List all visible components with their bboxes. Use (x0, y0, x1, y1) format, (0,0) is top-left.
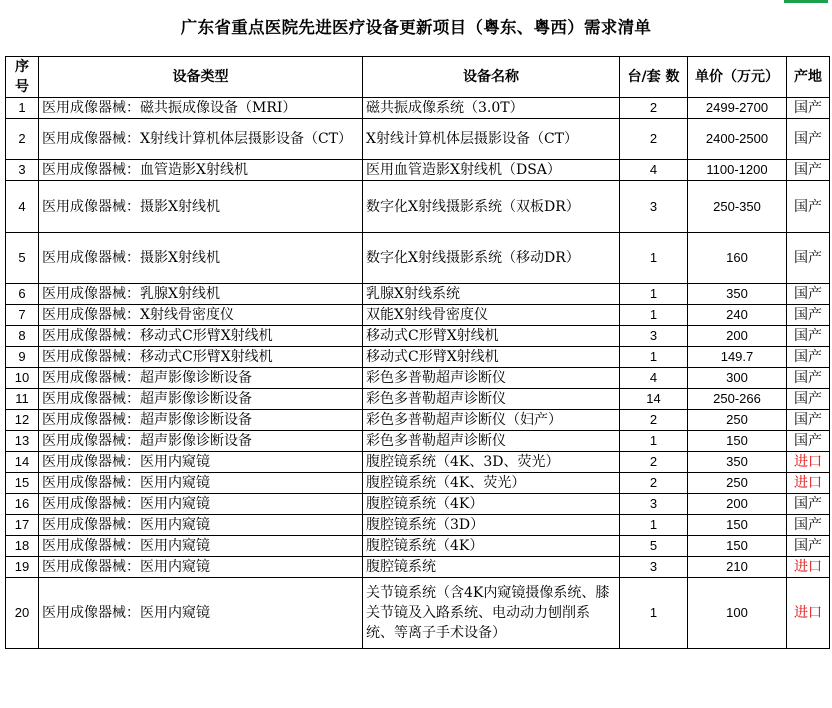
row-type: 医用成像器械：摄影X射线机 (39, 233, 363, 284)
row-no: 12 (6, 410, 39, 431)
equipment-table (5, 56, 830, 649)
row-price: 250 (688, 410, 787, 431)
row-name: 腹腔镜系统 (363, 557, 620, 578)
header-origin: 产地 (787, 57, 830, 98)
row-price: 300 (688, 368, 787, 389)
row-price: 240 (688, 305, 787, 326)
table-body (6, 98, 830, 649)
row-name: 移动式C形臂X射线机 (363, 347, 620, 368)
row-no: 10 (6, 368, 39, 389)
row-origin: 进口 (787, 578, 830, 649)
row-no: 11 (6, 389, 39, 410)
row-name: 彩色多普勒超声诊断仪 (363, 389, 620, 410)
row-type: 医用成像器械：超声影像诊断设备 (39, 389, 363, 410)
row-type: 医用成像器械：医用内窥镜 (39, 536, 363, 557)
row-price: 1100-1200 (688, 160, 787, 181)
row-price: 210 (688, 557, 787, 578)
header-no: 序号 (6, 57, 39, 98)
table-row (6, 326, 830, 347)
row-type: 医用成像器械：X射线骨密度仪 (39, 305, 363, 326)
row-no: 7 (6, 305, 39, 326)
row-no: 9 (6, 347, 39, 368)
row-price: 350 (688, 452, 787, 473)
row-qty: 2 (620, 119, 688, 160)
table-row (6, 410, 830, 431)
row-name: 乳腺X射线系统 (363, 284, 620, 305)
row-price: 250-350 (688, 181, 787, 233)
row-origin: 国产 (787, 494, 830, 515)
row-price: 350 (688, 284, 787, 305)
row-origin: 国产 (787, 431, 830, 452)
header-price: 单价（万元） (688, 57, 787, 98)
header-name: 设备名称 (363, 57, 620, 98)
row-type: 医用成像器械：医用内窥镜 (39, 557, 363, 578)
row-no: 13 (6, 431, 39, 452)
row-qty: 3 (620, 326, 688, 347)
row-type: 医用成像器械：超声影像诊断设备 (39, 431, 363, 452)
table-row (6, 536, 830, 557)
row-qty: 5 (620, 536, 688, 557)
row-type: 医用成像器械：医用内窥镜 (39, 473, 363, 494)
header-type: 设备类型 (39, 57, 363, 98)
row-origin: 国产 (787, 284, 830, 305)
row-no: 14 (6, 452, 39, 473)
row-name: 彩色多普勒超声诊断仪 (363, 431, 620, 452)
row-origin: 国产 (787, 98, 830, 119)
row-price: 2400-2500 (688, 119, 787, 160)
row-type: 医用成像器械：医用内窥镜 (39, 494, 363, 515)
row-name: 移动式C形臂X射线机 (363, 326, 620, 347)
row-no: 16 (6, 494, 39, 515)
row-origin: 进口 (787, 473, 830, 494)
row-type: 医用成像器械：摄影X射线机 (39, 181, 363, 233)
row-origin: 国产 (787, 515, 830, 536)
row-qty: 1 (620, 578, 688, 649)
row-price: 150 (688, 536, 787, 557)
row-name: 腹腔镜系统（4K） (363, 536, 620, 557)
row-no: 15 (6, 473, 39, 494)
row-no: 3 (6, 160, 39, 181)
row-name: 数字化X射线摄影系统（双板DR） (363, 181, 620, 233)
row-origin: 进口 (787, 557, 830, 578)
table-row (6, 368, 830, 389)
row-qty: 1 (620, 305, 688, 326)
row-qty: 4 (620, 368, 688, 389)
row-price: 100 (688, 578, 787, 649)
row-price: 160 (688, 233, 787, 284)
row-name: 彩色多普勒超声诊断仪（妇产） (363, 410, 620, 431)
row-origin: 国产 (787, 389, 830, 410)
row-qty: 14 (620, 389, 688, 410)
header-qty: 台/套 数 (620, 57, 688, 98)
row-qty: 2 (620, 410, 688, 431)
row-name: X射线计算机体层摄影设备（CT） (363, 119, 620, 160)
row-name: 彩色多普勒超声诊断仪 (363, 368, 620, 389)
document-title: 广东省重点医院先进医疗设备更新项目（粤东、粤西）需求清单 (180, 18, 652, 37)
row-no: 5 (6, 233, 39, 284)
table-row (6, 389, 830, 410)
row-type: 医用成像器械：超声影像诊断设备 (39, 410, 363, 431)
row-type: 医用成像器械：医用内窥镜 (39, 578, 363, 649)
row-qty: 1 (620, 284, 688, 305)
row-qty: 1 (620, 515, 688, 536)
table-row (6, 557, 830, 578)
row-price: 250 (688, 473, 787, 494)
row-name: 数字化X射线摄影系统（移动DR） (363, 233, 620, 284)
row-qty: 3 (620, 494, 688, 515)
row-no: 2 (6, 119, 39, 160)
table-row (6, 160, 830, 181)
row-origin: 国产 (787, 347, 830, 368)
row-type: 医用成像器械：乳腺X射线机 (39, 284, 363, 305)
table-row (6, 233, 830, 284)
row-price: 150 (688, 515, 787, 536)
row-type: 医用成像器械：医用内窥镜 (39, 515, 363, 536)
row-qty: 1 (620, 233, 688, 284)
row-name: 磁共振成像系统（3.0T） (363, 98, 620, 119)
row-name: 关节镜系统（含4K内窥镜摄像系统、膝关节镜及入路系统、电动动力刨削系统、等离子手术设备） (363, 578, 620, 649)
table-row (6, 515, 830, 536)
row-type: 医用成像器械：磁共振成像设备（MRI） (39, 98, 363, 119)
row-no: 4 (6, 181, 39, 233)
row-origin: 国产 (787, 305, 830, 326)
table-row (6, 181, 830, 233)
row-price: 149.7 (688, 347, 787, 368)
row-no: 8 (6, 326, 39, 347)
row-price: 250-266 (688, 389, 787, 410)
row-no: 18 (6, 536, 39, 557)
row-name: 腹腔镜系统（4K） (363, 494, 620, 515)
row-qty: 4 (620, 160, 688, 181)
row-type: 医用成像器械：X射线计算机体层摄影设备（CT） (39, 119, 363, 160)
row-origin: 国产 (787, 233, 830, 284)
row-origin: 国产 (787, 410, 830, 431)
row-type: 医用成像器械：移动式C形臂X射线机 (39, 326, 363, 347)
table-row (6, 473, 830, 494)
row-qty: 3 (620, 557, 688, 578)
table-row (6, 284, 830, 305)
row-origin: 进口 (787, 452, 830, 473)
row-price: 200 (688, 326, 787, 347)
row-type: 医用成像器械：移动式C形臂X射线机 (39, 347, 363, 368)
row-no: 20 (6, 578, 39, 649)
row-qty: 2 (620, 473, 688, 494)
row-price: 2499-2700 (688, 98, 787, 119)
row-name: 腹腔镜系统（4K、荧光） (363, 473, 620, 494)
row-qty: 2 (620, 452, 688, 473)
row-qty: 3 (620, 181, 688, 233)
row-origin: 国产 (787, 160, 830, 181)
table-row (6, 578, 830, 649)
table-row (6, 431, 830, 452)
row-price: 200 (688, 494, 787, 515)
row-qty: 1 (620, 347, 688, 368)
row-name: 医用血管造影X射线机（DSA） (363, 160, 620, 181)
row-no: 6 (6, 284, 39, 305)
row-type: 医用成像器械：超声影像诊断设备 (39, 368, 363, 389)
row-name: 腹腔镜系统（4K、3D、荧光） (363, 452, 620, 473)
table-row (6, 98, 830, 119)
table-row (6, 494, 830, 515)
row-qty: 1 (620, 431, 688, 452)
row-price: 150 (688, 431, 787, 452)
row-origin: 国产 (787, 368, 830, 389)
table-header-row (6, 57, 830, 98)
row-type: 医用成像器械：医用内窥镜 (39, 452, 363, 473)
row-origin: 国产 (787, 119, 830, 160)
row-name: 双能X射线骨密度仪 (363, 305, 620, 326)
table-row (6, 119, 830, 160)
row-no: 19 (6, 557, 39, 578)
row-name: 腹腔镜系统（3D） (363, 515, 620, 536)
row-origin: 国产 (787, 326, 830, 347)
row-type: 医用成像器械：血管造影X射线机 (39, 160, 363, 181)
row-no: 1 (6, 98, 39, 119)
row-qty: 2 (620, 98, 688, 119)
table-row (6, 347, 830, 368)
table-row (6, 305, 830, 326)
table-row (6, 452, 830, 473)
row-origin: 国产 (787, 536, 830, 557)
row-origin: 国产 (787, 181, 830, 233)
row-no: 17 (6, 515, 39, 536)
